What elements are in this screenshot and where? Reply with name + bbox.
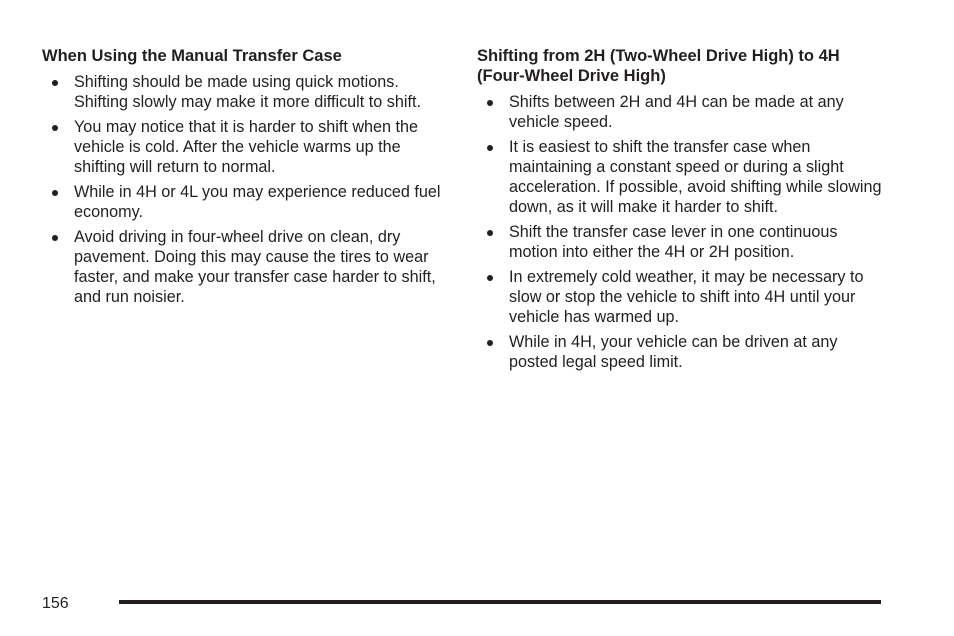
list-item-text: It is easiest to shift the transfer case when maintaining a constant speed or during a slight acceleration. If possible, avoid shifting while slowing down, as it will make it harder to shift. [509, 138, 882, 216]
right-column [477, 46, 882, 377]
list-item-text: Shifts between 2H and 4H can be made at any vehicle speed. [509, 93, 844, 131]
list-item-text: Shift the transfer case lever in one continuous motion into either the 4H or 2H position. [509, 223, 838, 261]
left-column [42, 46, 442, 312]
bullet-icon [487, 145, 493, 151]
list-item [477, 332, 882, 372]
list-item [42, 227, 442, 307]
bullet-icon [487, 230, 493, 236]
list-item [42, 72, 442, 112]
bullet-icon [487, 275, 493, 281]
manual-transfer-case-heading: When Using the Manual Transfer Case [42, 47, 342, 65]
shifting-2h-to-4h-list [477, 92, 882, 372]
manual-transfer-case-list [42, 72, 442, 307]
bullet-icon [52, 80, 58, 86]
list-item [477, 92, 882, 132]
list-item-text: You may notice that it is harder to shift when the vehicle is cold. After the vehicle warms up the shifting will return to normal. [74, 118, 419, 176]
list-item [42, 182, 442, 222]
bullet-icon [52, 235, 58, 241]
list-item-text: While in 4H, your vehicle can be driven at any posted legal speed limit. [509, 333, 838, 371]
list-item-text: Avoid driving in four-wheel drive on clean, dry pavement. Doing this may cause the tires to wear faster, and make your transfer case harder to shift, and run noisier. [74, 228, 436, 306]
list-item [477, 267, 882, 327]
footer-divider [119, 600, 881, 604]
list-item-text: In extremely cold weather, it may be necessary to slow or stop the vehicle to shift into 4H until your vehicle has warmed up. [509, 268, 864, 326]
list-item-text: While in 4H or 4L you may experience reduced fuel economy. [74, 183, 441, 221]
list-item [477, 222, 882, 262]
shifting-2h-to-4h-heading: Shifting from 2H (Two-Wheel Drive High) to 4H (Four-Wheel Drive High) [477, 47, 840, 85]
list-item-text: Shifting should be made using quick motions. Shifting slowly may make it more difficult to shift. [74, 73, 421, 111]
page-number: 156 [42, 595, 69, 612]
list-item [42, 117, 442, 177]
list-item [477, 137, 882, 217]
bullet-icon [487, 340, 493, 346]
bullet-icon [52, 190, 58, 196]
bullet-icon [487, 100, 493, 106]
bullet-icon [52, 125, 58, 131]
